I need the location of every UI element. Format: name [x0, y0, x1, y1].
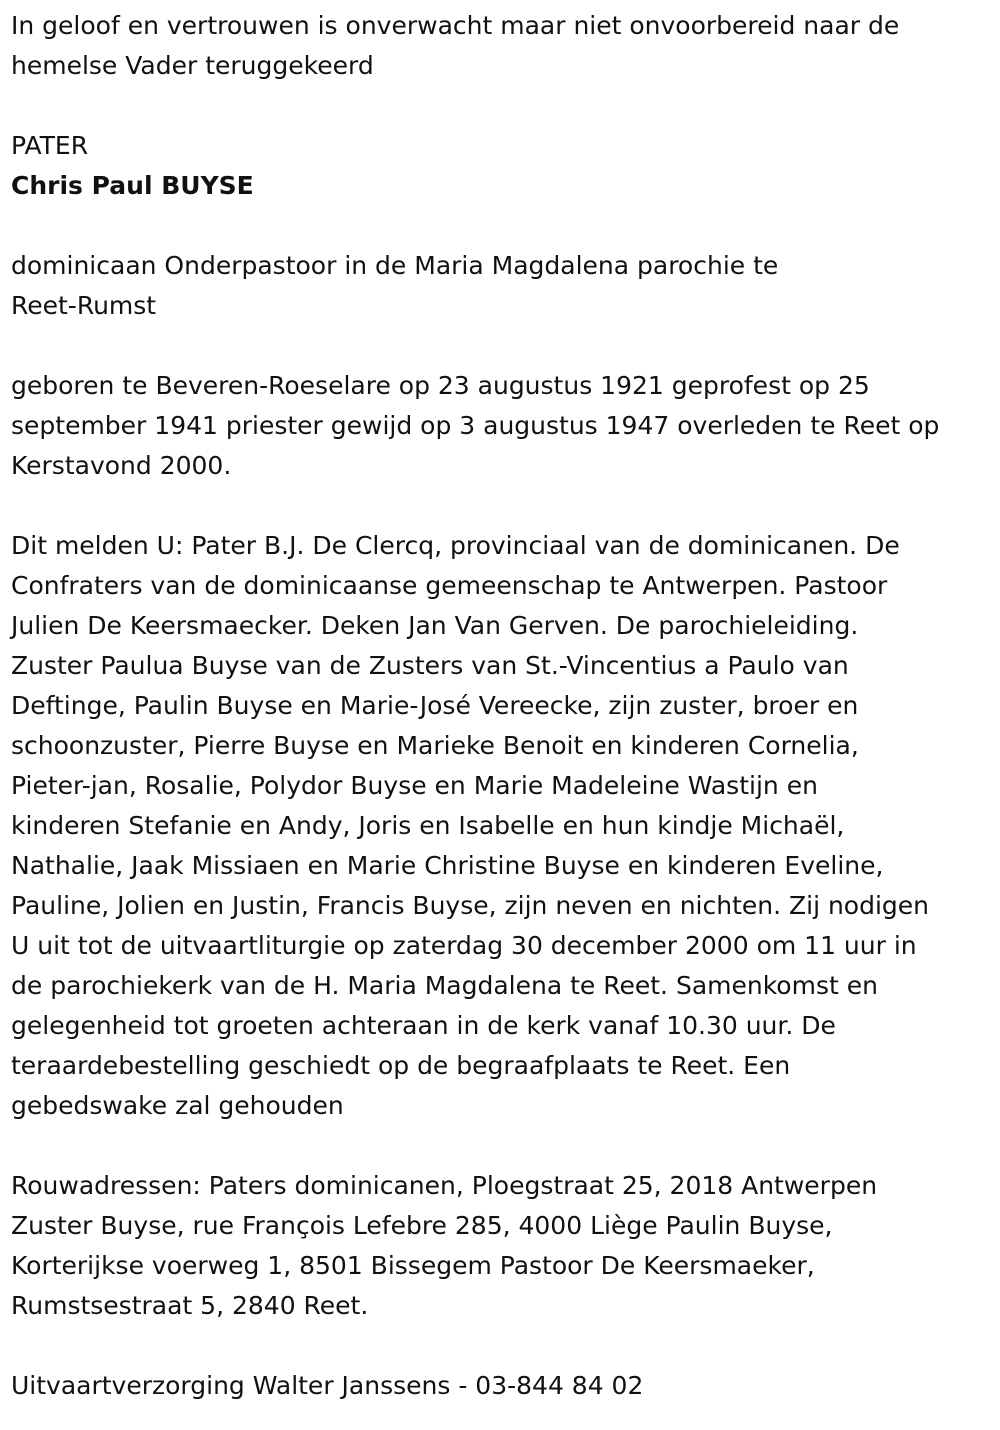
- biography-text: geboren te Beveren-Roeselare op 23 augustus 1921 geprofest op 25 september 1941 priester gewijd op 3 augustus 1947 overleden te Reet op Kerstavond 2000.: [11, 371, 940, 480]
- spacer: [11, 326, 992, 366]
- spacer: [11, 206, 992, 246]
- role-text: dominicaan Onderpastoor in de Maria Magdalena parochie te Reet-Rumst: [11, 251, 779, 320]
- spacer: [11, 86, 992, 126]
- addresses-text: Rouwadressen: Paters dominicanen, Ploegstraat 25, 2018 Antwerpen Zuster Buyse, rue François Lefebre 285, 4000 Liège Paulin Buyse, Korterijkse voerweg 1, 8501 Bissegem Pastoor De Keersmaeker, Rumstsestraat 5, 2840 Reet.: [11, 1171, 878, 1320]
- spacer: [11, 1126, 992, 1166]
- funeral-director-text: Uitvaartverzorging Walter Janssens - 03-844 84 02: [11, 1371, 644, 1400]
- spacer: [11, 486, 992, 526]
- announcement-text: Dit melden U: Pater B.J. De Clercq, provinciaal van de dominicanen. De Confraters van de dominicaanse gemeenschap te Antwerpen. Pastoor Julien De Keersmaecker. Deken Jan Van Gerven. De parochieleiding. Zuster Paulua Buyse van de Zusters van St.-Vincentius a Paulo van Deftinge, Paulin Buyse en Marie-José Vereecke, zijn zuster, broer en schoonzuster, Pierre Buyse en Marieke Benoit en kinderen Cornelia, Pieter-jan, Rosalie, Polydor Buyse en Marie Madeleine Wastijn en kinderen Stefanie en Andy, Joris en Isabelle en hun kindje Michaël, Nathalie, Jaak Missiaen en Marie Christine Buyse en kinderen Eveline, Pauline, Jolien en Justin, Francis Buyse, zijn neven en nichten. Zij nodigen U uit tot de uitvaartliturgie op zaterdag 30 december 2000 om 11 uur in de parochiekerk van de H. Maria Magdalena te Reet. Samenkomst en gelegenheid tot groeten achteraan in de kerk vanaf 10.30 uur. De teraardebestelling geschiedt op de begraafplaats te Reet. Een gebedswake zal gehouden: [11, 531, 930, 1120]
- spacer: [11, 1326, 992, 1366]
- intro-text: In geloof en vertrouwen is onverwacht maar niet onvoorbereid naar de hemelse Vader teruggekeerd: [11, 11, 900, 80]
- deceased-name: Chris Paul BUYSE: [11, 171, 254, 200]
- title-label: PATER: [11, 131, 89, 160]
